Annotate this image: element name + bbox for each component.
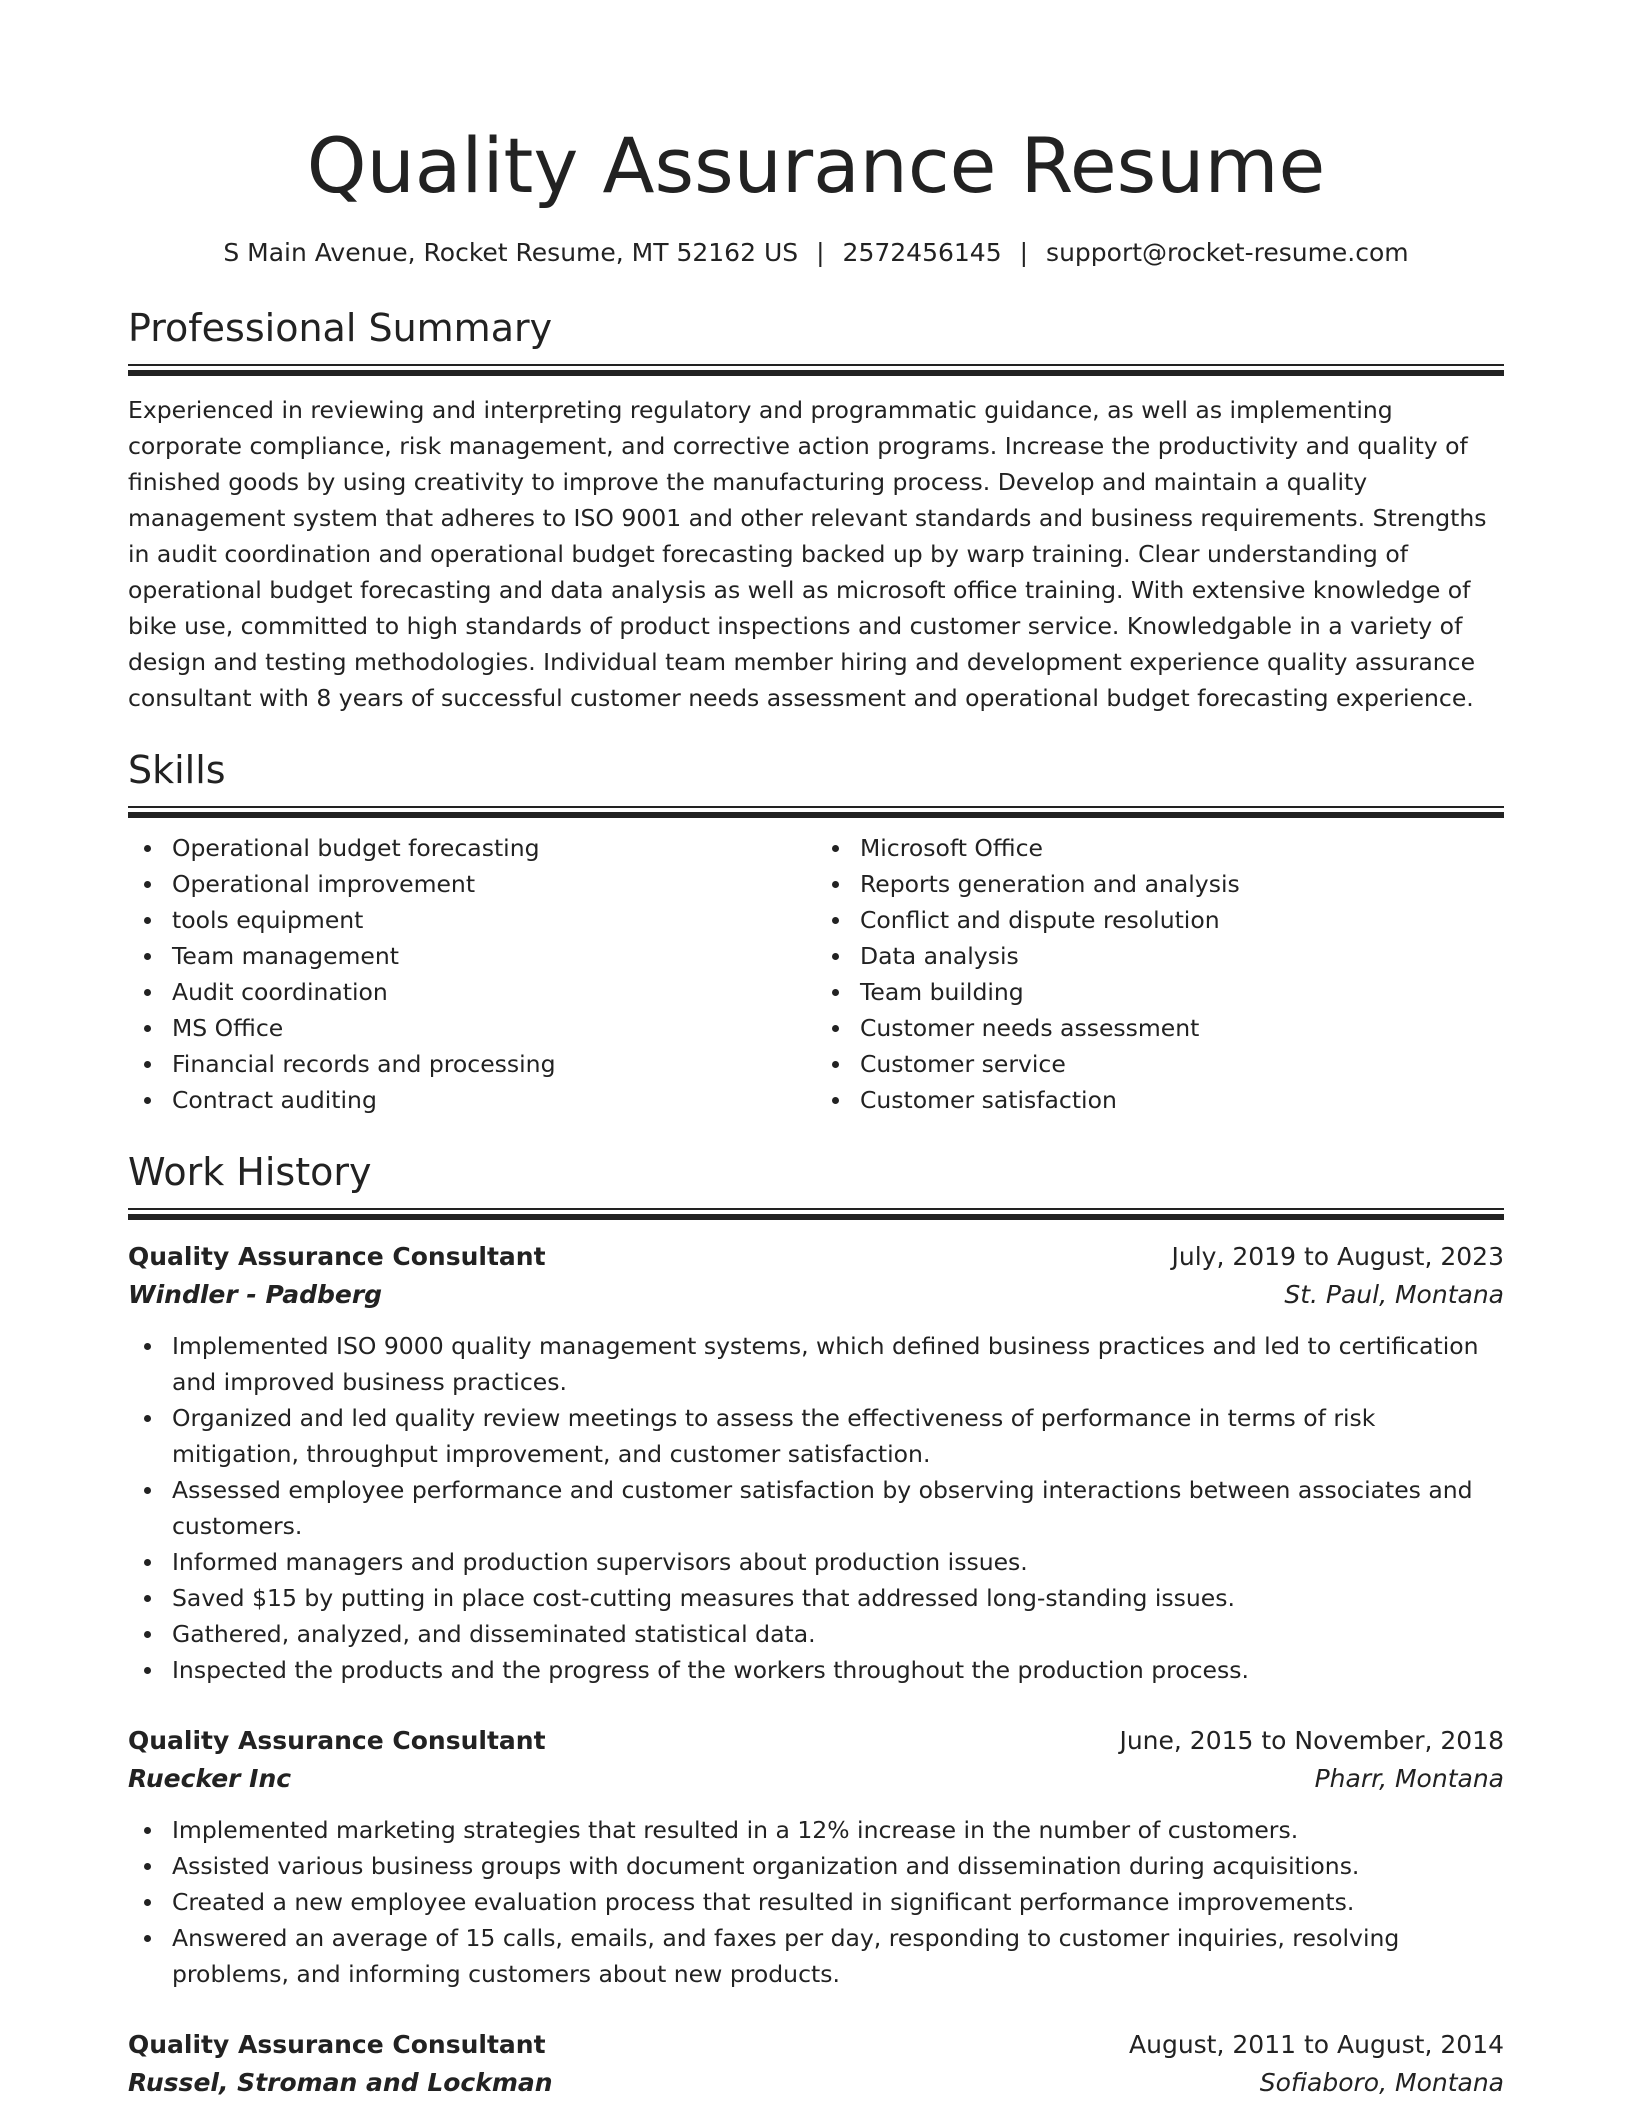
skill-item: Customer service [816, 1046, 1504, 1082]
contact-separator: | [816, 238, 825, 267]
section-divider [128, 1208, 1504, 1220]
job-company-row [128, 1276, 1504, 1314]
job-location: Pharr, Montana [1314, 1764, 1504, 1793]
skill-item: Microsoft Office [816, 830, 1504, 866]
job-bullet: Informed managers and production supervisors about production issues. [128, 1544, 1504, 1580]
job-bullet: Assisted various business groups with document organization and dissemination during acquisitions. [128, 1848, 1504, 1884]
job-bullet: Implemented marketing strategies that resulted in a 12% increase in the number of customers. [128, 1812, 1504, 1848]
skill-item: Operational improvement [128, 866, 816, 902]
job-header-row [128, 1722, 1504, 1760]
section-title-summary: Professional Summary [128, 306, 553, 350]
contact-separator: | [1019, 238, 1029, 267]
skills-columns [128, 830, 1504, 1118]
work-history-section [128, 1148, 1504, 2102]
job-bullet: Organized and led quality review meetings to assess the effectiveness of performance in terms of risk mitigation, throughput improvement, and customer satisfaction. [128, 1400, 1504, 1472]
job-company-row [128, 2064, 1504, 2102]
contact-email: support@rocket-resume.com [1046, 238, 1409, 267]
job-entry [128, 2026, 1504, 2102]
job-header-row [128, 1238, 1504, 1276]
job-bullet-list [128, 1328, 1504, 1688]
job-dates: June, 2015 to November, 2018 [1119, 1726, 1504, 1755]
contact-line [128, 236, 1504, 270]
skills-list-right [816, 830, 1504, 1118]
job-bullet: Saved $15 by putting in place cost-cutting measures that addressed long-standing issues. [128, 1580, 1504, 1616]
skill-item: Data analysis [816, 938, 1504, 974]
skill-item: Financial records and processing [128, 1046, 816, 1082]
section-divider [128, 806, 1504, 818]
job-dates: August, 2011 to August, 2014 [1129, 2030, 1504, 2059]
section-title-work-history: Work History [128, 1150, 372, 1194]
skill-item: Conflict and dispute resolution [816, 902, 1504, 938]
skill-item: Reports generation and analysis [816, 866, 1504, 902]
section-title-skills: Skills [128, 748, 226, 792]
job-entry [128, 1238, 1504, 1688]
job-title: Quality Assurance Consultant [128, 1726, 546, 1755]
skill-item: Customer needs assessment [816, 1010, 1504, 1046]
skills-section [128, 746, 1504, 1118]
job-bullet: Gathered, analyzed, and disseminated statistical data. [128, 1616, 1504, 1652]
job-bullet: Implemented ISO 9000 quality management systems, which defined business practices and led to certification and improved business practices. [128, 1328, 1504, 1400]
job-bullet-list [128, 1812, 1504, 1992]
job-bullet: Inspected the products and the progress of the workers throughout the production process. [128, 1652, 1504, 1688]
contact-phone: 2572456145 [842, 238, 1002, 267]
job-bullet: Created a new employee evaluation process that resulted in significant performance improvements. [128, 1884, 1504, 1920]
skill-item: Team building [816, 974, 1504, 1010]
skill-item: Audit coordination [128, 974, 816, 1010]
job-dates: July, 2019 to August, 2023 [1171, 1242, 1504, 1271]
contact-address: S Main Avenue, Rocket Resume, MT 52162 US [223, 238, 799, 267]
skill-item: MS Office [128, 1010, 816, 1046]
section-divider [128, 364, 1504, 376]
job-location: St. Paul, Montana [1284, 1280, 1504, 1309]
company-name: Russel, Stroman and Lockman [128, 2068, 553, 2097]
skill-item: Customer satisfaction [816, 1082, 1504, 1118]
company-name: Windler - Padberg [128, 1280, 383, 1309]
skill-item: tools equipment [128, 902, 816, 938]
job-title: Quality Assurance Consultant [128, 2030, 546, 2059]
job-company-row [128, 1760, 1504, 1798]
job-location: Sofiaboro, Montana [1259, 2068, 1504, 2097]
skill-item: Contract auditing [128, 1082, 816, 1118]
skills-list-left [128, 830, 816, 1118]
job-bullet: Answered an average of 15 calls, emails, and faxes per day, responding to customer inquiries, resolving problems, and informing customers about new products. [128, 1920, 1504, 1992]
skill-item: Operational budget forecasting [128, 830, 816, 866]
job-bullet: Assessed employee performance and customer satisfaction by observing interactions between associates and customers. [128, 1472, 1504, 1544]
summary-text: Experienced in reviewing and interpreting regulatory and programmatic guidance, as well as implementing corporate compliance, risk management, and corrective action programs. Increase the productivity and quality of finished goods by using creativity to improve the manufacturing process. Develop and maintain a quality management system that adheres to ISO 9001 and other relevant standards and business requirements. Strengths in audit coordination and operational budget forecasting backed up by warp training. Clear understanding of operational budget forecasting and data analysis as well as microsoft office training. With extensive knowledge of bike use, committed to high standards of product inspections and customer service. Knowledgable in a variety of design and testing methodologies. Individual team member hiring and development experience quality assurance consultant with 8 years of successful customer needs assessment and operational budget forecasting experience. [128, 396, 1487, 712]
summary-section [128, 304, 1504, 716]
resume-title: Quality Assurance Resume [306, 121, 1326, 210]
job-header-row [128, 2026, 1504, 2064]
job-title: Quality Assurance Consultant [128, 1242, 546, 1271]
job-list [128, 1238, 1504, 2102]
company-name: Ruecker Inc [128, 1764, 292, 1793]
skill-item: Team management [128, 938, 816, 974]
job-entry [128, 1722, 1504, 1992]
